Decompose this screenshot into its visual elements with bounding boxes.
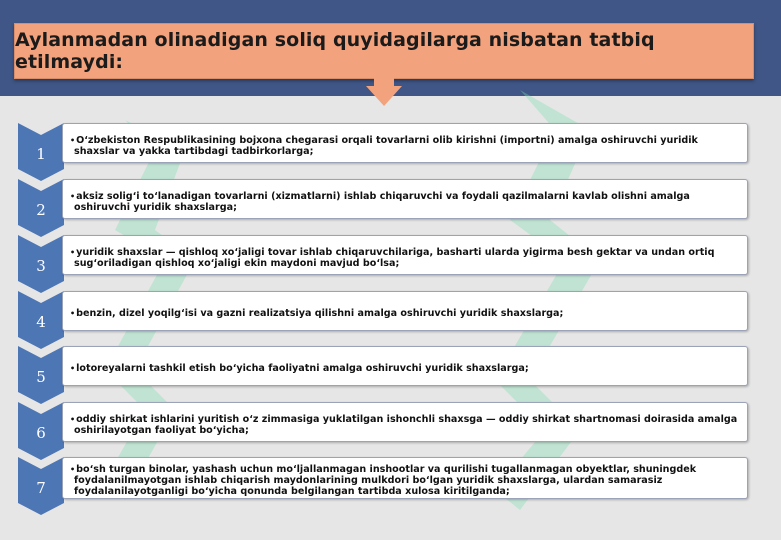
item-number: 2 [36,201,46,219]
item-number: 4 [36,313,46,331]
item-text: oddiy shirkat ishlarini yuritish o‘z zimmasiga yuklatilgan ishonchli shaxsga — oddiy shirkat shartnomasi doirasida amalga oshirilayotgan faoliyat bo‘yicha; [74,413,738,436]
item-text: lotoreyalarni tashkil etish bo‘yicha faoliyatni amalga oshiruvchi yuridik shaxslarga; [76,363,529,374]
item-number: 6 [36,424,46,442]
list-item [18,457,750,515]
bullet-icon: • [70,465,76,474]
bullet-icon: • [70,309,76,318]
item-number: 1 [36,145,46,163]
item-text: yuridik shaxslar — qishloq xo‘jaligi tovar ishlab chiqaruvchilariga, basharti ularda yigirma besh gektar va undan ortiq sug‘oriladigan qishloq xo‘jaligi ekin maydoni mavjud bo‘lsa; [74,246,715,269]
item-card [62,402,748,442]
item-number: 7 [36,479,46,497]
item-text: benzin, dizel yoqilg‘isi va gazni realizatsiya qilishni amalga oshiruvchi yuridik shaxslarga; [76,308,564,319]
list-item [18,402,750,460]
item-card [62,346,748,386]
item-text: bo‘sh turgan binolar, yashash uchun mo‘ljallanmagan inshootlar va qurilishi tugallanmagan obyektlar, shuningdek foydalanilmayotgan ishlab chiqarish maydonlarining mulkdori bo‘lgan yuridik shaxslarga, ulardan samarasiz foydalanilayotganligi bo‘yicha qonunda belgilangan tartibda xulosa kiritilganda; [74,464,697,497]
bullet-icon: • [70,135,76,145]
item-text: aksiz solig‘i to‘lanadigan tovarlarni (xizmatlarni) ishlab chiqaruvchi va foydali qazilmalarni kavlab olishni amalga oshiruvchi yuridik shaxslarga; [74,190,690,213]
list-item [18,123,750,181]
list-item [18,291,750,349]
item-card [62,457,748,499]
list-item [18,179,750,237]
item-card [62,179,748,219]
bullet-icon: • [70,191,76,201]
bullet-icon: • [70,247,76,257]
item-card [62,123,748,163]
item-text: O‘zbekiston Respublikasining bojxona chegarasi orqali tovarlarni olib kirishni (importni) amalga oshiruvchi yuridik shaxslar va yakka tartibdagi tadbirkorlarga; [74,134,698,157]
bullet-icon: • [70,414,76,424]
page-title: Aylanmadan olinadigan soliq quyidagilarga nisbatan tatbiq etilmaydi: [15,29,655,73]
item-number: 3 [36,257,46,275]
item-card [62,291,748,331]
item-number: 5 [36,368,46,386]
list-item [18,346,750,404]
bullet-icon: • [70,364,76,373]
item-card [62,235,748,275]
list-item [18,235,750,293]
